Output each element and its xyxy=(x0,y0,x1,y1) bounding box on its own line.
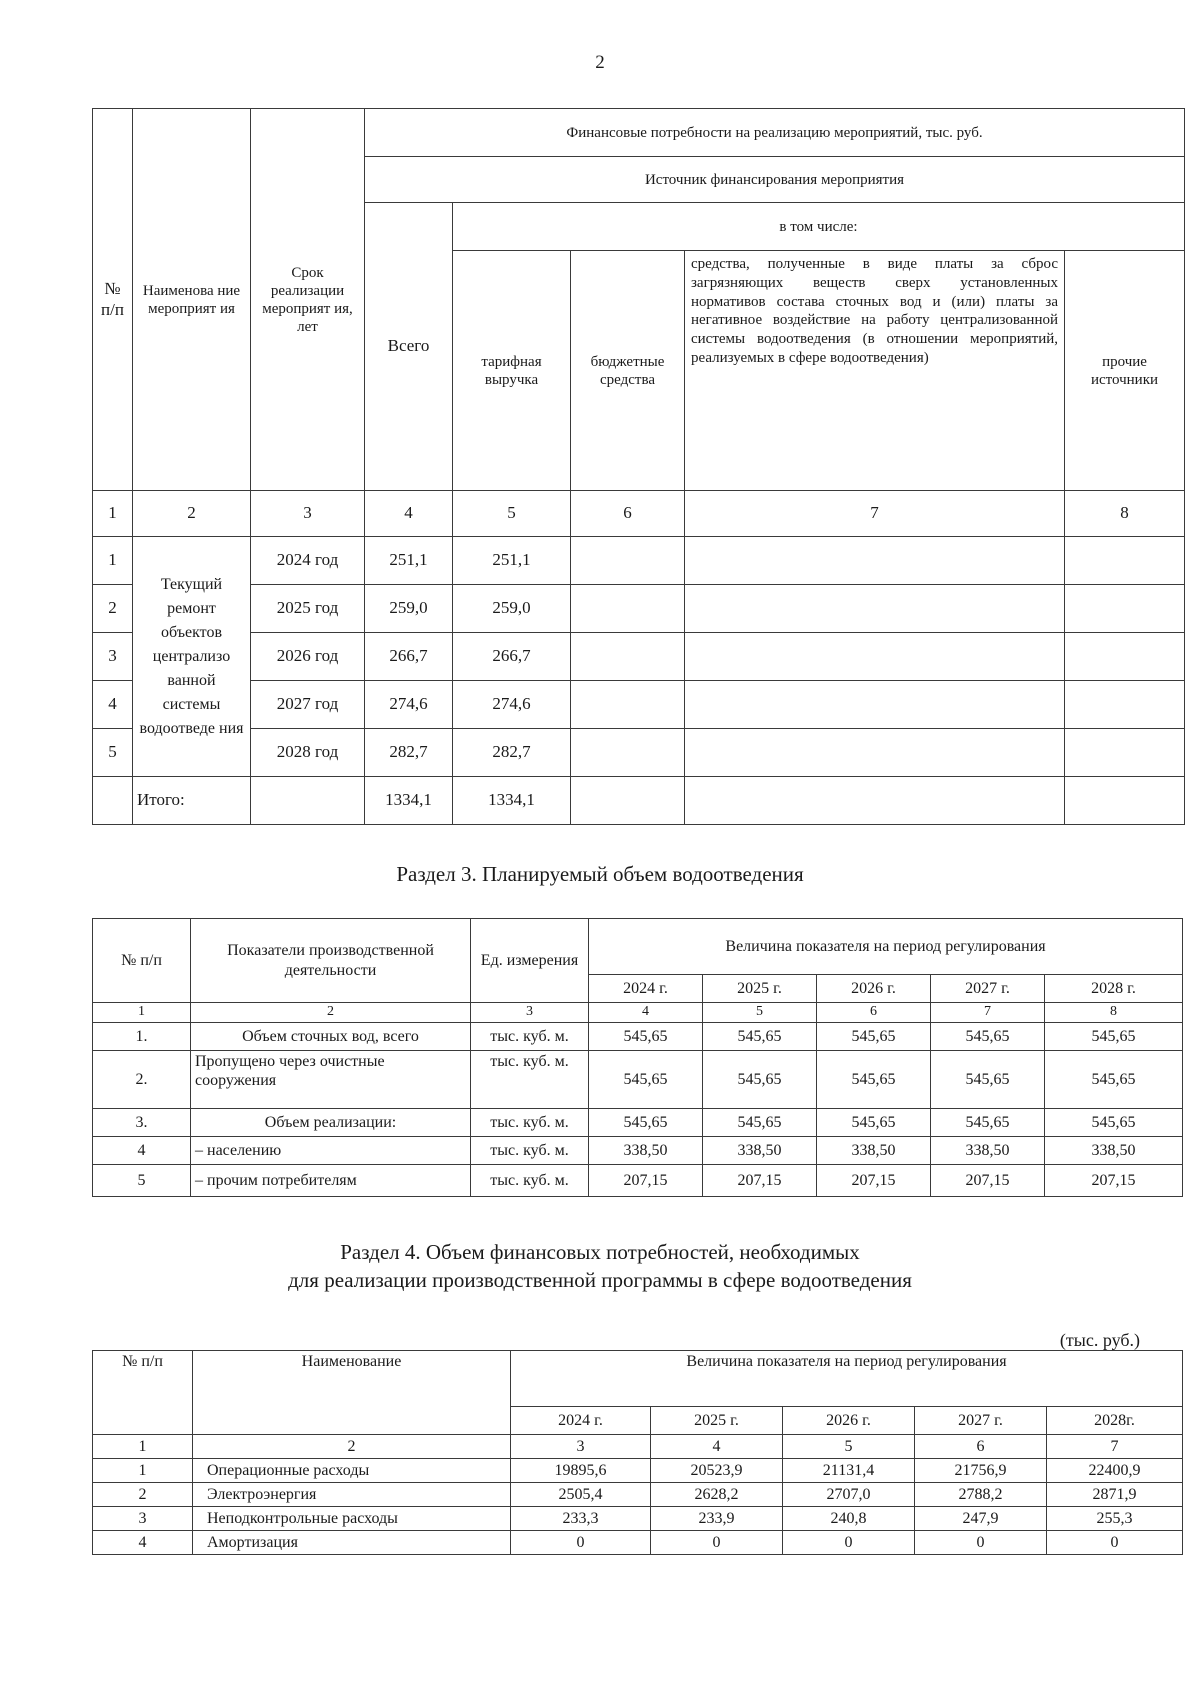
row-tariff: 266,7 xyxy=(453,633,571,681)
total-tariff: 1334,1 xyxy=(453,777,571,825)
row-tariff: 251,1 xyxy=(453,537,571,585)
row-fees xyxy=(685,729,1065,777)
total-term xyxy=(251,777,365,825)
row-value: 240,8 xyxy=(783,1507,915,1531)
row-total: 266,7 xyxy=(365,633,453,681)
header-unit: Ед. измерения xyxy=(471,919,589,1003)
col-number: 7 xyxy=(685,491,1065,537)
row-value: 545,65 xyxy=(703,1050,817,1108)
row-budget xyxy=(571,681,685,729)
row-year: 2025 год xyxy=(251,585,365,633)
table-row xyxy=(93,537,1185,585)
row-indicator: – населению xyxy=(191,1136,471,1164)
row-value: 0 xyxy=(783,1531,915,1555)
row-value: 2628,2 xyxy=(651,1483,783,1507)
row-name: Амортизация xyxy=(193,1531,511,1555)
header-tariff-revenue: тарифная выручка xyxy=(453,251,571,491)
row-value: 0 xyxy=(915,1531,1047,1555)
row-number: 4 xyxy=(93,1531,193,1555)
row-name: Операционные расходы xyxy=(193,1459,511,1483)
row-other xyxy=(1065,585,1185,633)
table-row xyxy=(93,633,1185,681)
row-fees xyxy=(685,537,1065,585)
row-value: 0 xyxy=(1047,1531,1183,1555)
row-value: 0 xyxy=(511,1531,651,1555)
row-value: 545,65 xyxy=(931,1050,1045,1108)
section3-title: Раздел 3. Планируемый объем водоотведения xyxy=(396,862,804,886)
row-indicator: Объем сточных вод, всего xyxy=(191,1022,471,1050)
total-sum: 1334,1 xyxy=(365,777,453,825)
col-number: 5 xyxy=(453,491,571,537)
table-row xyxy=(93,681,1185,729)
row-total: 259,0 xyxy=(365,585,453,633)
row-number: 4 xyxy=(93,681,133,729)
row-value: 338,50 xyxy=(817,1136,931,1164)
row-tariff: 259,0 xyxy=(453,585,571,633)
page-number: 2 xyxy=(595,52,605,73)
col-number: 1 xyxy=(93,1003,191,1023)
row-value: 21756,9 xyxy=(915,1459,1047,1483)
row-value: 545,65 xyxy=(589,1108,703,1136)
header-financing-source: Источник финансирования мероприятия xyxy=(365,157,1185,203)
row-value: 338,50 xyxy=(931,1136,1045,1164)
row-value: 207,15 xyxy=(703,1164,817,1196)
row-indicator: Пропущено через очистные сооружения xyxy=(191,1050,471,1108)
row-unit: тыс. куб. м. xyxy=(471,1050,589,1108)
row-number: 3. xyxy=(93,1108,191,1136)
row-value: 545,65 xyxy=(703,1108,817,1136)
row-value: 545,65 xyxy=(589,1050,703,1108)
row-value: 207,15 xyxy=(817,1164,931,1196)
row-value: 247,9 xyxy=(915,1507,1047,1531)
financial-needs-table xyxy=(92,1350,1183,1555)
row-value: 545,65 xyxy=(703,1022,817,1050)
row-value: 207,15 xyxy=(931,1164,1045,1196)
row-year: 2024 год xyxy=(251,537,365,585)
row-value: 21131,4 xyxy=(783,1459,915,1483)
total-fees xyxy=(685,777,1065,825)
column-numbers-row xyxy=(93,1003,1183,1023)
col-number: 4 xyxy=(589,1003,703,1023)
col-number: 8 xyxy=(1045,1003,1183,1023)
row-number: 2. xyxy=(93,1050,191,1108)
header-no: № п/п xyxy=(93,109,133,491)
row-number: 1 xyxy=(93,1459,193,1483)
row-value: 338,50 xyxy=(1045,1136,1183,1164)
header-year: 2027 г. xyxy=(915,1407,1047,1435)
row-fees xyxy=(685,585,1065,633)
table-row xyxy=(93,1022,1183,1050)
row-value: 2707,0 xyxy=(783,1483,915,1507)
row-year: 2027 год xyxy=(251,681,365,729)
table-row xyxy=(93,1164,1183,1196)
row-value: 338,50 xyxy=(589,1136,703,1164)
units-label: (тыс. руб.) xyxy=(1059,1330,1140,1350)
row-total: 282,7 xyxy=(365,729,453,777)
header-year: 2028г. xyxy=(1047,1407,1183,1435)
row-unit: тыс. куб. м. xyxy=(471,1136,589,1164)
row-value: 545,65 xyxy=(817,1050,931,1108)
header-year: 2027 г. xyxy=(931,975,1045,1003)
row-budget xyxy=(571,585,685,633)
header-period-value: Величина показателя на период регулирования xyxy=(589,919,1183,975)
row-unit: тыс. куб. м. xyxy=(471,1164,589,1196)
col-number: 3 xyxy=(511,1435,651,1459)
row-budget xyxy=(571,633,685,681)
col-number: 3 xyxy=(251,491,365,537)
header-financing-needs: Финансовые потребности на реализацию мероприятий, тыс. руб. xyxy=(365,109,1185,157)
total-row xyxy=(93,777,1185,825)
row-number: 2 xyxy=(93,1483,193,1507)
col-number: 7 xyxy=(931,1003,1045,1023)
row-budget xyxy=(571,537,685,585)
col-number: 5 xyxy=(783,1435,915,1459)
wastewater-volume-table xyxy=(92,918,1183,1197)
header-year: 2026 г. xyxy=(817,975,931,1003)
header-other-sources: прочие источники xyxy=(1065,251,1185,491)
row-value: 545,65 xyxy=(589,1022,703,1050)
row-value: 2871,9 xyxy=(1047,1483,1183,1507)
financing-table xyxy=(92,108,1185,825)
row-value: 207,15 xyxy=(589,1164,703,1196)
row-other xyxy=(1065,537,1185,585)
table-row xyxy=(93,585,1185,633)
row-total: 274,6 xyxy=(365,681,453,729)
col-number: 1 xyxy=(93,1435,193,1459)
row-year: 2028 год xyxy=(251,729,365,777)
table-row xyxy=(93,1531,1183,1555)
header-term: Срок реализации мероприят ия, лет xyxy=(251,109,365,491)
header-total: Всего xyxy=(365,203,453,491)
row-total: 251,1 xyxy=(365,537,453,585)
header-year: 2024 г. xyxy=(511,1407,651,1435)
row-number: 5 xyxy=(93,729,133,777)
col-number: 4 xyxy=(365,491,453,537)
row-budget xyxy=(571,729,685,777)
row-value: 545,65 xyxy=(817,1022,931,1050)
row-name: Электроэнергия xyxy=(193,1483,511,1507)
row-number: 5 xyxy=(93,1164,191,1196)
row-value: 545,65 xyxy=(817,1108,931,1136)
row-value: 233,3 xyxy=(511,1507,651,1531)
header-name: Наименование xyxy=(193,1351,511,1435)
table-row xyxy=(93,1050,1183,1108)
row-value: 20523,9 xyxy=(651,1459,783,1483)
header-no: № п/п xyxy=(93,919,191,1003)
row-value: 545,65 xyxy=(1045,1022,1183,1050)
row-value: 545,65 xyxy=(1045,1108,1183,1136)
header-year: 2025 г. xyxy=(703,975,817,1003)
header-budget-funds: бюджетные средства xyxy=(571,251,685,491)
section4-title-line2: для реализации производственной программы в сфере водоотведения xyxy=(288,1268,912,1292)
row-value: 0 xyxy=(651,1531,783,1555)
header-year: 2026 г. xyxy=(783,1407,915,1435)
header-indicator: Показатели производственной деятельности xyxy=(191,919,471,1003)
table-row xyxy=(93,1108,1183,1136)
col-number: 4 xyxy=(651,1435,783,1459)
section4-title-line1: Раздел 4. Объем финансовых потребностей, необходимых xyxy=(340,1240,860,1264)
row-other xyxy=(1065,729,1185,777)
row-fees xyxy=(685,681,1065,729)
row-value: 19895,6 xyxy=(511,1459,651,1483)
row-indicator: Объем реализации: xyxy=(191,1108,471,1136)
table-row xyxy=(93,1459,1183,1483)
table-row xyxy=(93,729,1185,777)
header-no: № п/п xyxy=(93,1351,193,1435)
row-unit: тыс. куб. м. xyxy=(471,1022,589,1050)
table-row xyxy=(93,1136,1183,1164)
col-number: 5 xyxy=(703,1003,817,1023)
row-value: 207,15 xyxy=(1045,1164,1183,1196)
header-period-value: Величина показателя на период регулирования xyxy=(511,1351,1183,1407)
col-number: 6 xyxy=(817,1003,931,1023)
row-value: 255,3 xyxy=(1047,1507,1183,1531)
header-event-name: Наименова ние мероприят ия xyxy=(133,109,251,491)
row-value: 2505,4 xyxy=(511,1483,651,1507)
total-budget xyxy=(571,777,685,825)
row-tariff: 282,7 xyxy=(453,729,571,777)
row-indicator: – прочим потребителям xyxy=(191,1164,471,1196)
row-number: 3 xyxy=(93,1507,193,1531)
row-value: 545,65 xyxy=(931,1022,1045,1050)
header-year: 2025 г. xyxy=(651,1407,783,1435)
row-value: 545,65 xyxy=(1045,1050,1183,1108)
header-year: 2028 г. xyxy=(1045,975,1183,1003)
row-other xyxy=(1065,633,1185,681)
col-number: 6 xyxy=(915,1435,1047,1459)
row-name: Неподконтрольные расходы xyxy=(193,1507,511,1531)
total-no xyxy=(93,777,133,825)
row-unit: тыс. куб. м. xyxy=(471,1108,589,1136)
col-number: 2 xyxy=(133,491,251,537)
event-name-cell: Текущий ремонт объектов централизо ванной системы водоотведе ния xyxy=(133,537,251,777)
col-number: 1 xyxy=(93,491,133,537)
row-tariff: 274,6 xyxy=(453,681,571,729)
table-row xyxy=(93,1507,1183,1531)
col-number: 2 xyxy=(193,1435,511,1459)
row-value: 338,50 xyxy=(703,1136,817,1164)
row-fees xyxy=(685,633,1065,681)
row-year: 2026 год xyxy=(251,633,365,681)
col-number: 2 xyxy=(191,1003,471,1023)
row-number: 1. xyxy=(93,1022,191,1050)
row-value: 545,65 xyxy=(931,1108,1045,1136)
row-other xyxy=(1065,681,1185,729)
row-value: 22400,9 xyxy=(1047,1459,1183,1483)
col-number: 3 xyxy=(471,1003,589,1023)
header-including: в том числе: xyxy=(453,203,1185,251)
row-value: 2788,2 xyxy=(915,1483,1047,1507)
total-label: Итого: xyxy=(133,777,251,825)
table-row xyxy=(93,1483,1183,1507)
col-number: 8 xyxy=(1065,491,1185,537)
col-number: 6 xyxy=(571,491,685,537)
header-pollution-fees: средства, полученные в виде платы за сброс загрязняющих веществ сверх установленных нормативов состава сточных вод и (или) платы за негативное воздействие на работу централизованной системы водоотведения (в отношении мероприятий, реализуемых в сфере водоотведения) xyxy=(685,251,1065,491)
row-number: 3 xyxy=(93,633,133,681)
column-numbers-row xyxy=(93,1435,1183,1459)
row-number: 4 xyxy=(93,1136,191,1164)
row-value: 233,9 xyxy=(651,1507,783,1531)
row-number: 1 xyxy=(93,537,133,585)
row-number: 2 xyxy=(93,585,133,633)
col-number: 7 xyxy=(1047,1435,1183,1459)
column-numbers-row xyxy=(93,491,1185,537)
header-year: 2024 г. xyxy=(589,975,703,1003)
total-other xyxy=(1065,777,1185,825)
